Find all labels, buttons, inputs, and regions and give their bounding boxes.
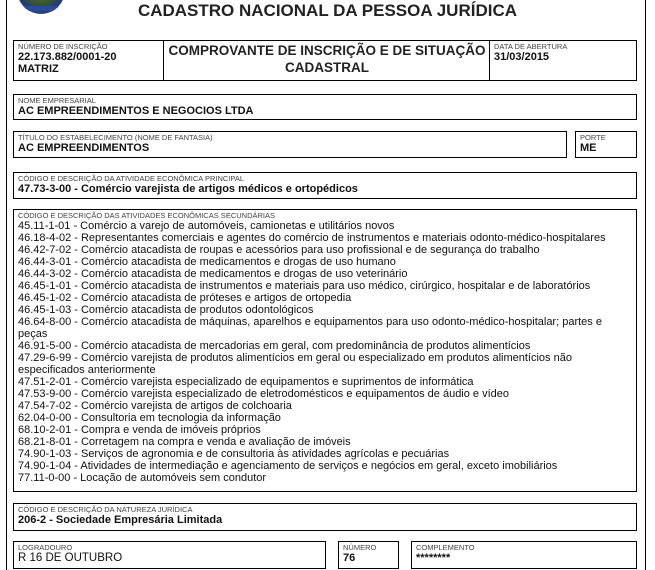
atividades-secundarias-list bbox=[14, 220, 636, 484]
atividade-secundaria-item: 46.91-5-00 - Comércio atacadista de mercadorias em geral, com predominância de produtos alimentícios bbox=[18, 340, 531, 352]
header-box bbox=[13, 40, 637, 81]
document-title: CADASTRO NACIONAL DA PESSOA JURÍDICA bbox=[137, 1, 518, 20]
atividade-secundaria-item: 47.53-9-00 - Comércio varejista especializado de eletrodomésticos e equipamentos de áudio e vídeo bbox=[18, 388, 510, 400]
atividade-secundaria-item: 46.44-3-02 - Comércio atacadista de medicamentos e drogas de uso veterinário bbox=[18, 268, 408, 280]
numero-value: 76 bbox=[343, 552, 356, 564]
atividade-secundaria-item: 46.45-1-01 - Comércio atacadista de instrumentos e materiais para uso médico, cirúrgico, hospitalar e de laboratórios bbox=[18, 280, 591, 292]
numero-box bbox=[338, 541, 399, 569]
titulo-estabelecimento-box bbox=[13, 131, 567, 158]
numero-inscricao-value: 22.173.882/0001-20 bbox=[18, 51, 117, 63]
natureza-juridica-label: CÓDIGO E DESCRIÇÃO DA NATUREZA JURÍDICA bbox=[18, 505, 193, 514]
titulo-estabelecimento-label: TÍTULO DO ESTABELECIMENTO (NOME DE FANTASIA) bbox=[18, 133, 213, 142]
atividade-secundaria-item: 47.54-7-02 - Comércio varejista de artigos de colchoaria bbox=[18, 400, 292, 412]
atividade-secundaria-item: 46.44-3-01 - Comércio atacadista de medicamentos e drogas de uso humano bbox=[18, 256, 396, 268]
numero-label: NÚMERO bbox=[343, 543, 377, 552]
data-abertura-value: 31/03/2015 bbox=[494, 51, 550, 63]
atividade-secundaria-item: 46.45-1-02 - Comércio atacadista de próteses e artigos de ortopedia bbox=[18, 292, 352, 304]
atividade-secundaria-item: 77.11-0-00 - Locação de automóveis sem condutor bbox=[18, 472, 267, 484]
atividade-secundaria-item: 46.64-8-00 - Comércio atacadista de máquinas, aparelhos e equipamentos para uso odonto-médico-hospitalar; partes e peças bbox=[18, 316, 602, 340]
atividade-secundaria-item: 47.29-6-99 - Comércio varejista de produtos alimentícios em geral ou especializado em produtos alimentícios não especificados anteriormente bbox=[18, 352, 572, 376]
atividade-secundaria-item: 68.10-2-01 - Compra e venda de imóveis próprios bbox=[18, 424, 261, 436]
atividade-secundaria-item: 45.11-1-01 - Comércio a varejo de automóveis, camionetas e utilitários novos bbox=[18, 220, 395, 232]
nome-empresarial-label: NOME EMPRESARIAL bbox=[18, 96, 96, 105]
atividade-secundaria-item: 62.04-0-00 - Consultoria em tecnologia da informação bbox=[18, 412, 281, 424]
atividade-secundaria-item: 74.90-1-04 - Atividades de intermediação e agenciamento de serviços e negócios em geral, exceto imobiliários bbox=[18, 460, 558, 472]
atividade-secundaria-item: 46.18-4-02 - Representantes comerciais e agentes do comércio de instrumentos e materiais odonto-médico-hospitalares bbox=[18, 232, 606, 244]
atividade-secundaria-item: 74.90-1-03 - Serviços de agronomia e de consultoria às atividades agrícolas e pecuárias bbox=[18, 448, 450, 460]
logradouro-value: R 16 DE OUTUBRO bbox=[18, 552, 123, 564]
comprovante-title-line1: COMPROVANTE DE INSCRIÇÃO E DE SITUAÇÃO bbox=[168, 43, 486, 58]
atividades-secundarias-label: CÓDIGO E DESCRIÇÃO DAS ATIVIDADES ECONÔMICAS SECUNDÁRIAS bbox=[18, 211, 275, 220]
porte-label: PORTE bbox=[580, 133, 606, 142]
logradouro-box bbox=[13, 541, 326, 569]
atividade-secundaria-item: 47.51-2-01 - Comércio varejista especializado de equipamentos e suprimentos de informática bbox=[18, 376, 474, 388]
atividade-principal-value: 47.73-3-00 - Comércio varejista de artigos médicos e ortopédicos bbox=[18, 183, 358, 195]
nome-empresarial-box bbox=[13, 94, 637, 120]
data-abertura-label: DATA DE ABERTURA bbox=[494, 42, 568, 51]
natureza-juridica-value: 206-2 - Sociedade Empresária Limitada bbox=[18, 514, 223, 526]
complemento-label: COMPLEMENTO bbox=[416, 543, 475, 552]
titulo-estabelecimento-value: AC EMPREENDIMENTOS bbox=[18, 142, 150, 154]
tipo-estabelecimento-value: MATRIZ bbox=[18, 63, 59, 75]
natureza-juridica-box bbox=[13, 503, 637, 531]
nome-empresarial-value: AC EMPREENDIMENTOS E NEGOCIOS LTDA bbox=[18, 105, 254, 117]
logradouro-label: LOGRADOURO bbox=[18, 543, 73, 552]
atividades-secundarias-box bbox=[13, 209, 637, 492]
atividade-principal-label: CÓDIGO E DESCRIÇÃO DA ATIVIDADE ECONÔMICA PRINCIPAL bbox=[18, 174, 245, 183]
complemento-value: ******** bbox=[416, 552, 451, 564]
atividade-secundaria-item: 46.45-1-03 - Comércio atacadista de produtos odontológicos bbox=[18, 304, 314, 316]
complemento-box bbox=[411, 541, 637, 569]
numero-inscricao-label: NÚMERO DE INSCRIÇÃO bbox=[18, 42, 108, 51]
data-abertura-cell bbox=[490, 41, 636, 80]
comprovante-title-line2: CADASTRAL bbox=[285, 60, 369, 75]
porte-box bbox=[575, 131, 637, 158]
comprovante-cell bbox=[164, 41, 490, 80]
atividade-principal-box bbox=[13, 172, 637, 199]
atividade-secundaria-item: 68.21-8-01 - Corretagem na compra e venda e avaliação de imóveis bbox=[18, 436, 351, 448]
atividade-secundaria-item: 46.42-7-02 - Comércio atacadista de roupas e acessórios para uso profissional e de segurança do trabalho bbox=[18, 244, 540, 256]
porte-value: ME bbox=[580, 142, 597, 154]
numero-inscricao-cell bbox=[14, 41, 164, 80]
